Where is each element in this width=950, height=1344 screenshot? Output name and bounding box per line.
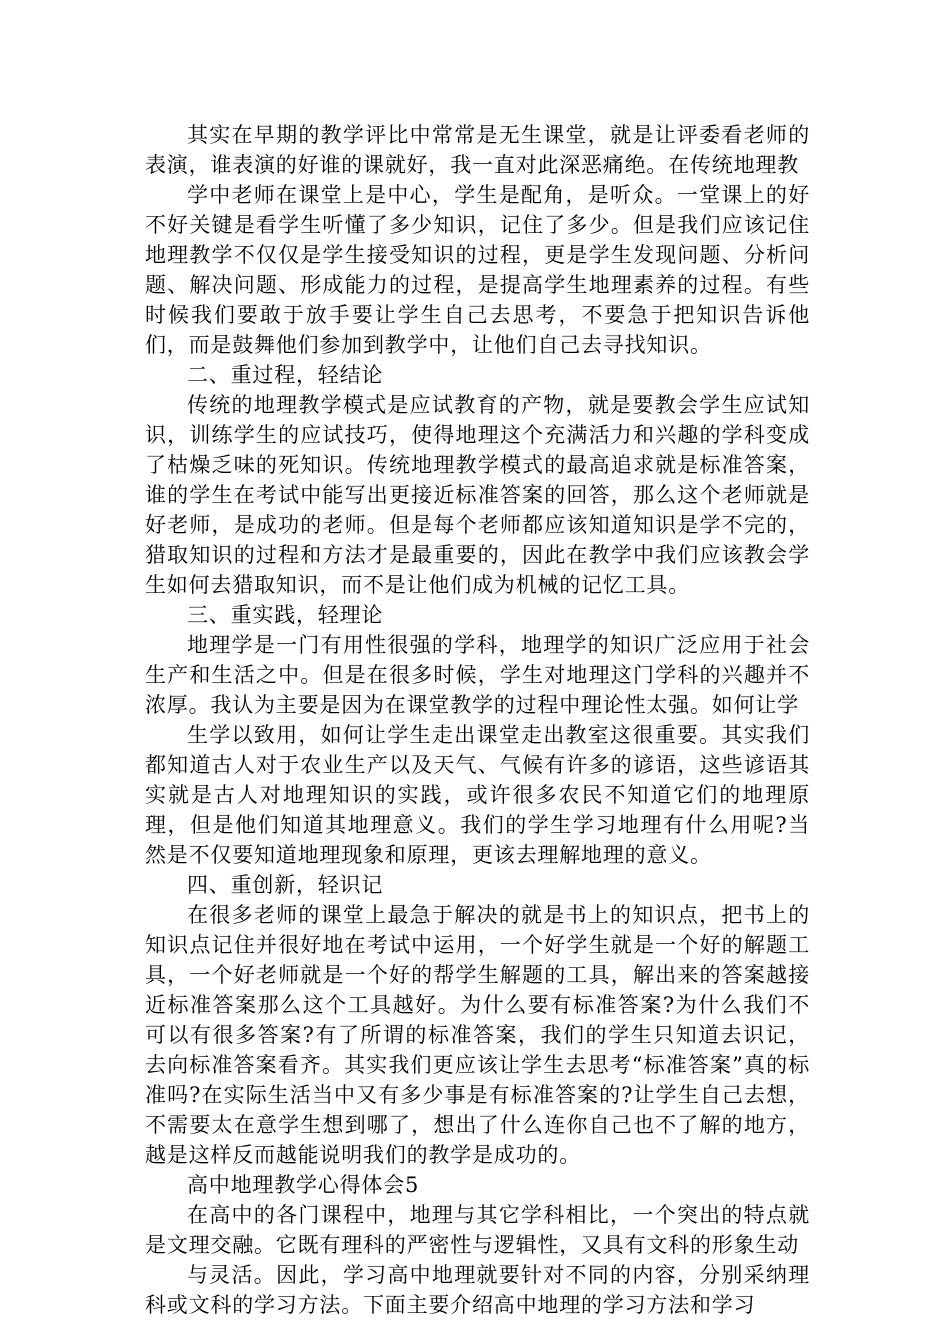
- paragraph: 生学以致用，如何让学生走出课堂走出教室这很重要。其实我们都知道古人对于农业生产以及天气、气候有许多的谚语，这些谚语其实就是古人对地理知识的实践，或许很多农民不知道它们的地理原理，但是他们知道其地理意义。我们的学生学习地理有什么用呢?当然是不仅要知道地理现象和原理，更该去理解地理的意义。: [145, 723, 810, 867]
- paragraph: 其实在早期的教学评比中常常是无生课堂，就是让评委看老师的表演，谁表演的好谁的课就好，我一直对此深恶痛绝。在传统地理教: [145, 123, 810, 177]
- paragraph: 在很多老师的课堂上最急于解决的就是书上的知识点，把书上的知识点记住并很好地在考试中运用，一个好学生就是一个好的解题工具，一个好老师就是一个好的帮学生解题的工具，解出来的答案越接近标准答案那么这个工具越好。为什么要有标准答案?为什么我们不可以有很多答案?有了所谓的标准答案，我们的学生只知道去识记，去向标准答案看齐。其实我们更应该让学生去思考“标准答案”真的标准吗?在实际生活当中又有多少事是有标准答案的?让学生自己去想，不需要太在意学生想到哪了，想出了什么连你自己也不了解的地方，越是这样反而越能说明我们的教学是成功的。: [145, 903, 810, 1167]
- paragraph: 地理学是一门有用性很强的学科，地理学的知识广泛应用于社会生产和生活之中。但是在很多时候，学生对地理这门学科的兴趣并不浓厚。我认为主要是因为在课堂教学的过程中理论性太强。如何让学: [145, 633, 810, 717]
- document-body: [145, 120, 810, 1320]
- section-heading: 四、重创新，轻识记: [187, 873, 384, 897]
- paragraph: 与灵活。因此，学习高中地理就要针对不同的内容，分别采纳理科或文科的学习方法。下面主要介绍高中地理的学习方法和学习: [145, 1263, 810, 1317]
- paragraph: 学中老师在课堂上是中心，学生是配角，是听众。一堂课上的好不好关键是看学生听懂了多少知识，记住了多少。但是我们应该记住地理教学不仅仅是学生接受知识的过程，更是学生发现问题、分析问题、解决问题、形成能力的过程，是提高学生地理素养的过程。有些时候我们要敢于放手要让学生自己去思考，不要急于把知识告诉他们，而是鼓舞他们参加到教学中，让他们自己去寻找知识。: [145, 183, 810, 357]
- paragraph: 传统的地理教学模式是应试教育的产物，就是要教会学生应试知识，训练学生的应试技巧，使得地理这个充满活力和兴趣的学科变成了枯燥乏味的死知识。传统地理教学模式的最高追求就是标准答案，谁的学生在考试中能写出更接近标准答案的回答，那么这个老师就是好老师，是成功的老师。但是每个老师都应该知道知识是学不完的，猎取知识的过程和方法才是最重要的，因此在教学中我们应该教会学生如何去猎取知识，而不是让他们成为机械的记忆工具。: [145, 393, 810, 597]
- section-heading: 二、重过程，轻结论: [187, 363, 384, 387]
- paragraph: 在高中的各门课程中，地理与其它学科相比，一个突出的特点就是文理交融。它既有理科的严密性与逻辑性，又具有文科的形象生动: [145, 1203, 810, 1257]
- section-heading: 三、重实践，轻理论: [187, 603, 384, 627]
- section-heading: 高中地理教学心得体会5: [187, 1173, 420, 1197]
